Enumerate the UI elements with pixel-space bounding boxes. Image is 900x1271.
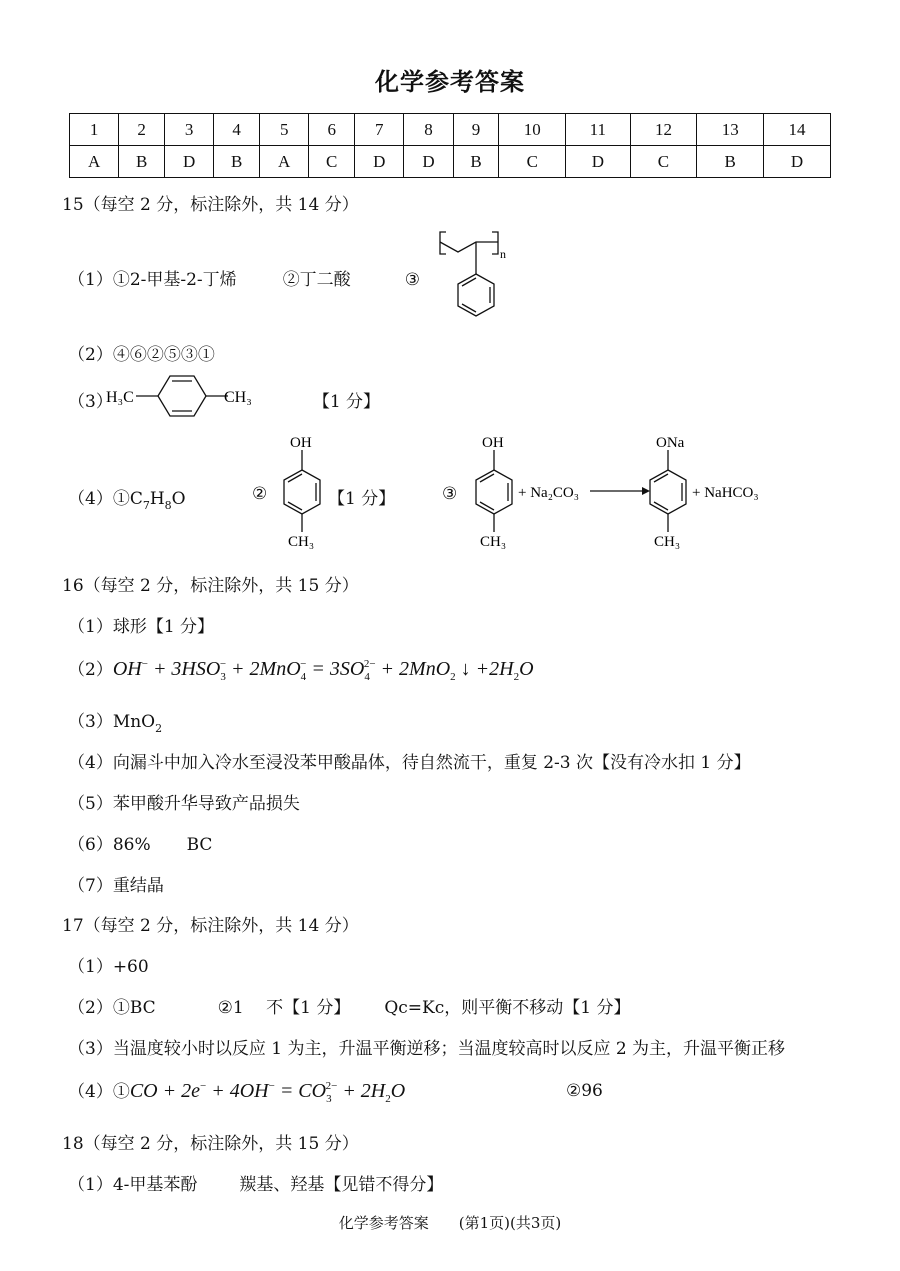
formula-sub-8: 8 xyxy=(164,499,172,512)
nahco3-label: + NaHCO₃ xyxy=(692,485,759,501)
q18-part1 xyxy=(68,1170,443,1195)
q17-header: 17（每空 2 分，标注除外，共 14 分） xyxy=(62,916,359,936)
q16-part2 xyxy=(68,655,534,683)
question-number-cell: 12 xyxy=(630,114,697,146)
q17-part1: （1）+60 xyxy=(68,957,149,977)
question-number-cell: 8 xyxy=(404,114,453,146)
q16-part6-choice: BC xyxy=(186,835,213,855)
q18-part1-b: 羰基、羟基【见错不得分】 xyxy=(239,1175,444,1195)
p-xylene-structure xyxy=(106,372,258,422)
question-number-cell: 5 xyxy=(260,114,309,146)
p-cresol-reactant-structure xyxy=(466,432,596,550)
p-cresol-structure xyxy=(272,432,336,550)
oh-label: OH xyxy=(290,435,312,451)
answer-cell: D xyxy=(404,146,453,178)
formula-h: H xyxy=(149,489,165,509)
q15-part3-note: 【1 分】 xyxy=(312,392,381,412)
na2co3-label: + Na₂CO₃ xyxy=(518,485,579,501)
question-number-cell: 1 xyxy=(70,114,119,146)
electrode-equation: CO + $2e^- + 4OH^- = CO_3^{2-} + 2H_2O$ xyxy=(129,1080,406,1105)
q17-part2-c: Qc=Kc，则平衡不移动【1 分】 xyxy=(384,998,631,1018)
ona-label: ONa xyxy=(656,435,685,451)
h3c-label: H₃C xyxy=(106,389,134,406)
q16-part1: （1）球形【1 分】 xyxy=(68,617,215,637)
question-number-cell: 13 xyxy=(697,114,764,146)
question-number-cell: 4 xyxy=(214,114,260,146)
answer-cell: A xyxy=(260,146,309,178)
polymer-n-label: n xyxy=(500,247,506,261)
polystyrene-structure xyxy=(432,222,512,327)
q16-part7: （7）重结晶 xyxy=(68,876,164,896)
question-number-cell: 6 xyxy=(309,114,355,146)
answer-cell: D xyxy=(566,146,630,178)
question-number-cell: 14 xyxy=(764,114,831,146)
q16-part3-text: （3）MnO xyxy=(68,712,156,732)
ch3-label: CH₃ xyxy=(224,389,252,406)
q17-part4-prefix: （4）① xyxy=(68,1082,130,1102)
answer-table-number-row xyxy=(70,114,831,146)
q17-part2-b: ②1 不【1 分】 xyxy=(217,998,351,1018)
q16-header: 16（每空 2 分，标注除外，共 15 分） xyxy=(62,576,359,596)
q15-part3-prefix: （3） xyxy=(68,392,113,412)
q15-part4-c: ③ xyxy=(442,484,458,504)
question-number-cell: 7 xyxy=(355,114,404,146)
q15-header: 15（每空 2 分，标注除外，共 14 分） xyxy=(62,195,359,215)
ch3-label: CH₃ xyxy=(654,534,681,550)
q15-part1-b: ②丁二酸 xyxy=(282,270,351,290)
q17-part3: （3）当温度较小时以反应 1 为主，升温平衡逆移；当温度较高时以反应 2 为主，升温平衡正移 xyxy=(68,1039,786,1059)
answer-cell: B xyxy=(697,146,764,178)
q17-part2 xyxy=(68,993,630,1018)
q16-part6-yield: （6）86% xyxy=(68,835,151,855)
q15-part4-b: ② xyxy=(252,484,268,504)
formula-sub-7: 7 xyxy=(142,499,150,512)
q15-part4 xyxy=(68,484,186,512)
q15-part4-formula-c: （4）①C xyxy=(68,489,143,509)
answer-table xyxy=(69,113,831,178)
answer-cell: B xyxy=(453,146,499,178)
q15-part1-a: （1）①2-甲基-2-丁烯 xyxy=(68,270,237,290)
answer-table-answer-row xyxy=(70,146,831,178)
answer-cell: D xyxy=(764,146,831,178)
q17-part4-b: ②96 xyxy=(566,1081,603,1101)
question-number-cell: 11 xyxy=(566,114,630,146)
answer-cell: D xyxy=(165,146,214,178)
answer-cell: C xyxy=(499,146,566,178)
q18-header: 18（每空 2 分，标注除外，共 15 分） xyxy=(62,1134,359,1154)
answer-cell: A xyxy=(70,146,119,178)
q16-part5: （5）苯甲酸升华导致产品损失 xyxy=(68,794,300,814)
answer-cell: B xyxy=(119,146,165,178)
mno2-subscript: 2 xyxy=(155,722,163,735)
q15-part1 xyxy=(68,265,420,290)
q16-part4: （4）向漏斗中加入冷水至浸没苯甲酸晶体，待自然流干，重复 2-3 次【没有冷水扣 1 分】 xyxy=(68,753,751,773)
ionic-equation: $OH^- + 3HSO_3^- + 2MnO_4^- = 3SO_4^{2-} + 2MnO_2$ ↓ $+2H_2O$ xyxy=(112,658,534,683)
q16-part3 xyxy=(68,707,162,735)
question-number-cell: 9 xyxy=(453,114,499,146)
question-number-cell: 10 xyxy=(499,114,566,146)
page-title: 化学参考答案 xyxy=(375,67,525,96)
sodium-cresolate-structure xyxy=(640,432,780,550)
question-number-cell: 2 xyxy=(119,114,165,146)
answer-cell: C xyxy=(309,146,355,178)
formula-o: O xyxy=(171,489,186,509)
q17-part4 xyxy=(68,1077,405,1105)
answer-cell: C xyxy=(630,146,697,178)
q15-part4-b-note: 【1 分】 xyxy=(328,489,396,509)
q16-part6 xyxy=(68,830,212,855)
q17-part2-a: （2）①BC xyxy=(68,998,156,1018)
answer-cell: B xyxy=(214,146,260,178)
q18-part1-a: （1）4-甲基苯酚 xyxy=(68,1175,198,1195)
q15-part2: （2）④⑥②⑤③① xyxy=(68,345,215,365)
oh-label: OH xyxy=(482,435,504,451)
q16-part2-prefix: （2） xyxy=(68,660,113,680)
page-footer: 化学参考答案 (第1页)(共3页) xyxy=(338,1214,562,1232)
question-number-cell: 3 xyxy=(165,114,214,146)
q15-part1-c: ③ xyxy=(404,270,420,290)
ch3-label: CH₃ xyxy=(480,534,507,550)
answer-cell: D xyxy=(355,146,404,178)
ch3-label: CH₃ xyxy=(288,534,315,550)
